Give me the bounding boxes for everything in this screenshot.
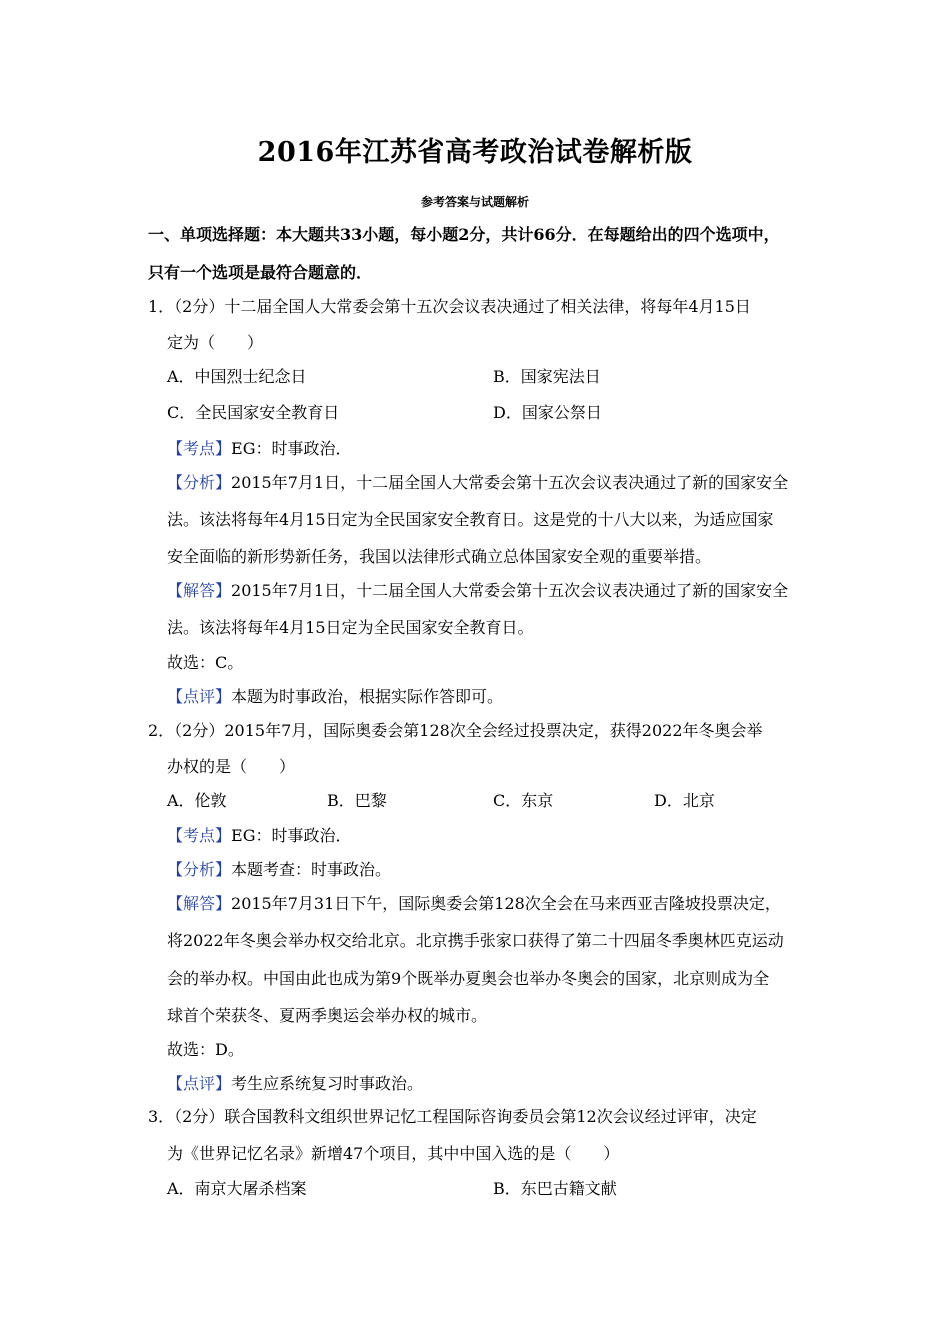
q2-option-a: A．伦敦 xyxy=(167,791,227,810)
q2-option-d: D．北京 xyxy=(654,791,715,810)
document-subtitle: 参考答案与试题解析 xyxy=(420,195,529,209)
fenxi-tag: 【分析】 xyxy=(167,860,232,879)
q1-fenxi-line1: 2015年7月1日，十二届全国人大常委会第十五次会议表决通过了新的国家安全 xyxy=(231,473,789,492)
q2-fenxi xyxy=(167,857,391,880)
q2-fenxi-text: 本题考查：时事政治。 xyxy=(231,860,392,879)
q1-stem-line1: 1．（2分）十二届全国人大常委会第十五次会议表决通过了相关法律，将每年4月15日 xyxy=(148,297,751,316)
q1-jieda-line1: 2015年7月1日，十二届全国人大常委会第十五次会议表决通过了新的国家安全 xyxy=(231,581,789,600)
q1-kaodian xyxy=(167,436,351,459)
jieda-tag: 【解答】 xyxy=(167,894,232,913)
kaodian-tag: 【考点】 xyxy=(167,826,232,845)
q2-jieda-line3: 会的举办权。中国由此也成为第9个既举办夏奥会也举办冬奥会的国家，北京则成为全 xyxy=(167,969,770,988)
q2-jieda-line4: 球首个荣获冬、夏两季奥运会举办权的城市。 xyxy=(167,1006,488,1025)
q2-stem-line1: 2．（2分）2015年7月，国际奥委会第128次全会经过投票决定，获得2022年冬奥会举 xyxy=(148,721,763,740)
q1-fenxi-line2: 法。该法将每年4月15日定为全民国家安全教育日。这是党的十八大以来，为适应国家 xyxy=(167,510,774,529)
section-heading-line2: 只有一个选项是最符合题意的． xyxy=(148,263,373,282)
q2-jieda-line2: 将2022年冬奥会举办权交给北京。北京携手张家口获得了第二十四届冬季奥林匹克运动 xyxy=(167,931,784,950)
q2-stem-line2: 办权的是（ ） xyxy=(167,757,296,776)
q3-stem-line2: 为《世界记忆名录》新增47个项目，其中中国入选的是（ ） xyxy=(167,1144,620,1163)
q2-dianping-text: 考生应系统复习时事政治。 xyxy=(231,1074,424,1093)
q3-option-b: B．东巴古籍文献 xyxy=(493,1179,617,1198)
q1-option-a: A．中国烈士纪念日 xyxy=(167,367,307,386)
q3-option-a: A．南京大屠杀档案 xyxy=(167,1179,307,1198)
q1-fenxi-line3: 安全面临的新形势新任务，我国以法律形式确立总体国家安全观的重要举措。 xyxy=(167,547,712,566)
q2-option-b: B．巴黎 xyxy=(327,791,387,810)
q1-jieda-line2: 法。该法将每年4月15日定为全民国家安全教育日。 xyxy=(167,618,534,637)
q2-dianping xyxy=(167,1071,423,1094)
jieda-tag: 【解答】 xyxy=(167,581,232,600)
q1-dianping xyxy=(167,684,503,707)
q2-kaodian-text: EG：时事政治． xyxy=(231,826,352,845)
q3-stem-line1: 3．（2分）联合国教科文组织世界记忆工程国际咨询委员会第12次会议经过评审，决定 xyxy=(148,1107,757,1126)
q1-option-d: D．国家公祭日 xyxy=(493,403,602,422)
dianping-tag: 【点评】 xyxy=(167,687,232,706)
q1-option-b: B．国家宪法日 xyxy=(493,367,601,386)
q1-jieda xyxy=(167,578,788,601)
q1-kaodian-text: EG：时事政治． xyxy=(231,439,352,458)
section-heading-line1: 一、单项选择题：本大题共33小题，每小题2分，共计66分．在每题给出的四个选项中， xyxy=(148,225,780,244)
q2-option-c: C．东京 xyxy=(493,791,554,810)
q1-option-c: C．全民国家安全教育日 xyxy=(167,403,340,422)
q2-jieda-line1: 2015年7月31日下午，国际奥委会第128次全会在马来西亚吉隆坡投票决定， xyxy=(231,894,781,913)
document-title: 2016年江苏省高考政治试卷解析版 xyxy=(257,137,693,168)
q1-answer: 故选：C。 xyxy=(167,653,244,672)
q2-answer: 故选：D。 xyxy=(167,1040,244,1059)
q2-jieda xyxy=(167,891,781,914)
dianping-tag: 【点评】 xyxy=(167,1074,232,1093)
q1-fenxi xyxy=(167,470,788,493)
q2-kaodian xyxy=(167,823,351,846)
q1-stem-line2: 定为（ ） xyxy=(167,333,264,352)
fenxi-tag: 【分析】 xyxy=(167,473,232,492)
q1-dianping-text: 本题为时事政治，根据实际作答即可。 xyxy=(231,687,504,706)
kaodian-tag: 【考点】 xyxy=(167,439,232,458)
